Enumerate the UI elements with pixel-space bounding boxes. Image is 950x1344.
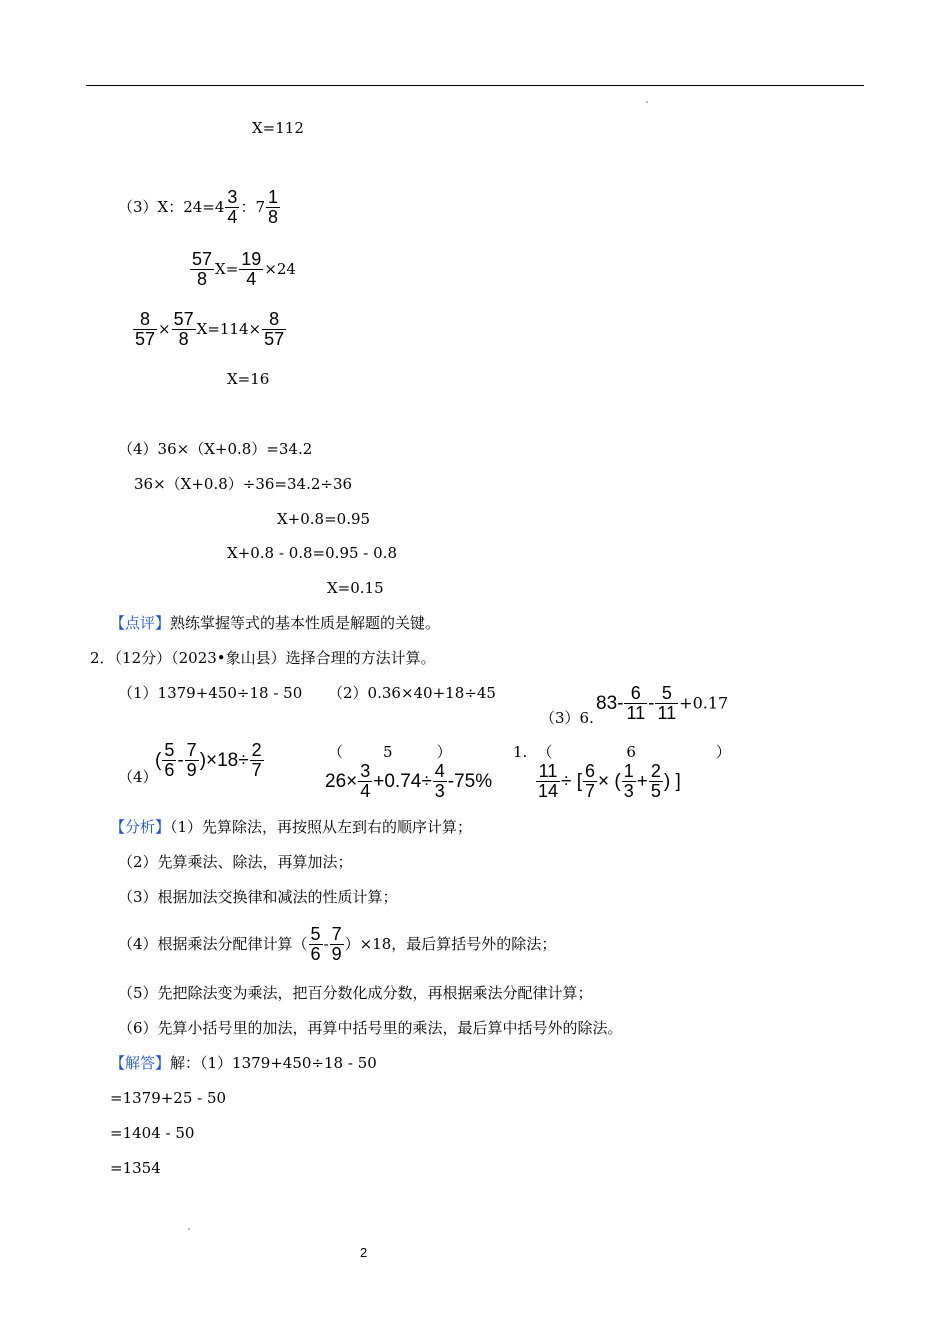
question-item-2: （2）0.36×40+18÷45 (328, 684, 496, 702)
scan-dot (188, 1228, 190, 1230)
question-item-3-expr: 83- $\frac{6}{11}$ - $\frac{5}{11}$ +0.17 (596, 683, 729, 723)
question-item-4-expr: ( $\frac{5}{6}$ - $\frac{7}{9}$ )×18÷ $\frac{2}{7}$ (155, 740, 262, 780)
question-item-3-label: （3）6. (540, 709, 594, 727)
fraction: $\frac{57}{8}$ (173, 309, 194, 349)
fraction: $\frac{11}{14}$ (538, 761, 559, 801)
page-number: 2 (360, 1245, 368, 1260)
analysis-line: （2）先算乘法、除法，再算加法； (118, 853, 353, 871)
fraction: $\frac{8}{57}$ (135, 309, 156, 349)
question-item-1: （1）1379+450÷18 - 50 (118, 684, 303, 702)
fraction: $\frac{5}{11}$ (657, 683, 677, 723)
eq-line: $\frac{57}{8}$ X= $\frac{19}{4}$ ×24 (192, 249, 296, 289)
question-item-5-label: （ 5 ） (328, 743, 452, 761)
question-item-5-expr: 26× $\frac{3}{4}$ +0.74÷ $\frac{4}{3}$ -75% (325, 761, 493, 801)
fraction: $\frac{5}{6}$ (310, 924, 321, 964)
eq-line: （4）36×（X+0.8）=34.2 (118, 440, 313, 458)
header-rule (86, 85, 864, 86)
analysis-tag: 【分析】 (110, 818, 171, 836)
eq-line: X+0.8 - 0.8=0.95 - 0.8 (227, 544, 397, 562)
eq-line-part3: （3）X：24=4 $\frac{3}{4}$ ：7 $\frac{1}{8}$ (118, 187, 278, 227)
question-item-4-label: （4） (118, 768, 158, 786)
fraction: $\frac{2}{7}$ (251, 740, 262, 780)
fraction: $\frac{1}{3}$ (623, 761, 634, 801)
fraction: $\frac{3}{4}$ (360, 761, 371, 801)
analysis-line: （5）先把除法变为乘法，把百分数化成分数，再根据乘法分配律计算； (118, 984, 593, 1002)
analysis-line: （6）先算小括号里的加法，再算中括号里的乘法，最后算中括号外的除法。 (118, 1019, 623, 1037)
eq-line: X=16 (227, 370, 270, 388)
fraction: $\frac{8}{57}$ (264, 309, 285, 349)
fraction: $\frac{5}{6}$ (164, 740, 175, 780)
fraction: $\frac{4}{3}$ (434, 761, 445, 801)
question-item-6-expr: $\frac{11}{14}$ ÷ [ $\frac{6}{7}$ × ( $\frac{1}{3}$ + $\frac{2}{5}$ ) ] (538, 761, 681, 801)
fraction: $\frac{7}{9}$ (186, 740, 197, 780)
eq-line: 36×（X+0.8）÷36=34.2÷36 (134, 475, 353, 493)
fraction: $\frac{19}{4}$ (241, 249, 262, 289)
eq-line: X=112 (252, 119, 304, 137)
fraction: $\frac{7}{9}$ (331, 924, 342, 964)
analysis-line: （3）根据加法交换律和减法的性质计算； (118, 888, 398, 906)
eq-line: X+0.8=0.95 (277, 510, 371, 528)
fraction: $\frac{1}{8}$ (267, 187, 278, 227)
answer-line: 【解答】解：（1）1379+450÷18 - 50 (110, 1054, 377, 1072)
question-heading: 2．（12分）（2023•象山县）选择合理的方法计算。 (90, 649, 436, 667)
eq-line: $\frac{8}{57}$ × $\frac{57}{8}$ X=114× $\frac{8}{57}$ (135, 309, 285, 349)
fraction: $\frac{6}{11}$ (626, 683, 646, 723)
analysis-line: （4）根据乘法分配律计算（ $\frac{5}{6}$ - $\frac{7}{9}$ ）×18，最后算括号外的除法； (118, 924, 557, 964)
fraction: $\frac{3}{4}$ (227, 187, 238, 227)
eq-line: X=0.15 (327, 579, 384, 597)
question-item-6-label: 1. （ 6 ） (513, 743, 731, 761)
answer-line: =1354 (110, 1159, 161, 1177)
answer-tag: 【解答】 (110, 1054, 171, 1072)
fraction: $\frac{6}{7}$ (585, 761, 596, 801)
answer-line: =1404 - 50 (110, 1124, 195, 1142)
comment-tag: 【点评】 (110, 614, 171, 632)
scan-dot (646, 101, 648, 103)
analysis-line: 【分析】（1）先算除法，再按照从左到右的顺序计算； (110, 818, 473, 836)
fraction: $\frac{57}{8}$ (192, 249, 213, 289)
fraction: $\frac{2}{5}$ (650, 761, 661, 801)
answer-line: =1379+25 - 50 (110, 1089, 227, 1107)
comment-line: 【点评】熟练掌握等式的基本性质是解题的关键。 (110, 614, 441, 632)
